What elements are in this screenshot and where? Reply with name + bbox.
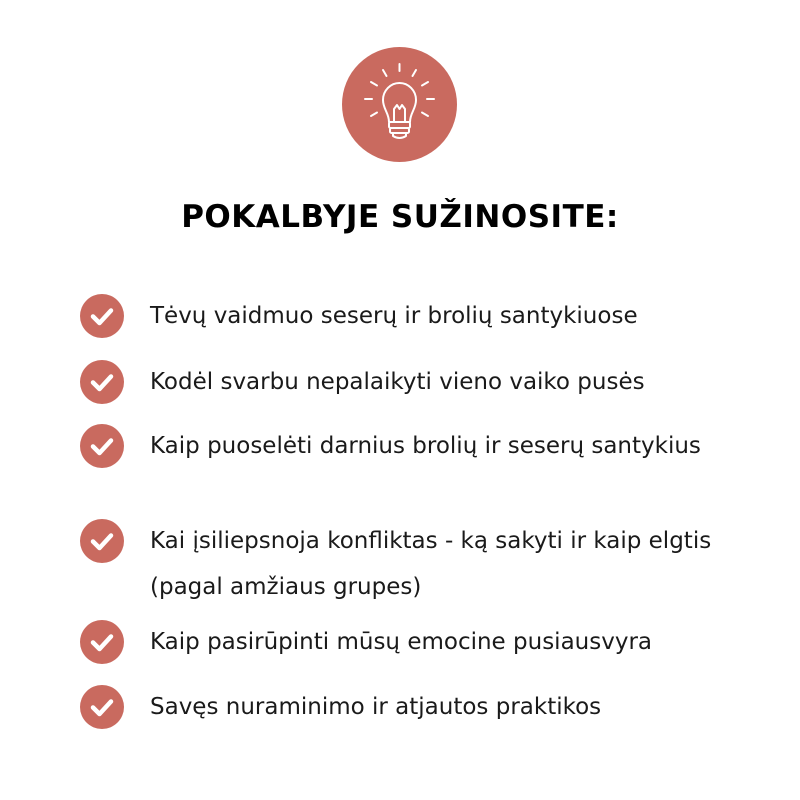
check-circle xyxy=(80,519,124,563)
page-title: POKALBYJE SUŽINOSITE: xyxy=(181,199,619,235)
list-item-text: Savęs nuraminimo ir atjautos praktikos xyxy=(150,694,602,720)
check-circle xyxy=(80,360,124,404)
checkmark-icon xyxy=(80,685,124,729)
checkmark-icon xyxy=(80,294,124,338)
checkmark-icon xyxy=(80,424,124,468)
list-item-text: Kodėl svarbu nepalaikyti vieno vaiko pusės xyxy=(150,369,645,395)
check-circle xyxy=(80,294,124,338)
list-item-text: Kaip pasirūpinti mūsų emocine pusiausvyra xyxy=(150,629,652,655)
checkmark-icon xyxy=(80,620,124,664)
list-item-text: Kai įsiliepsnoja konfliktas - ką sakyti ir kaip elgtis (pagal amžiaus grupes) xyxy=(150,528,712,600)
list-item-text: Tėvų vaidmuo seserų ir brolių santykiuose xyxy=(150,303,638,329)
list-item-text: Kaip puoselėti darnius brolių ir seserų santykius xyxy=(150,433,701,459)
check-circle xyxy=(80,685,124,729)
checkmark-icon xyxy=(80,519,124,563)
check-circle xyxy=(80,620,124,664)
check-circle xyxy=(80,424,124,468)
checkmark-icon xyxy=(80,360,124,404)
